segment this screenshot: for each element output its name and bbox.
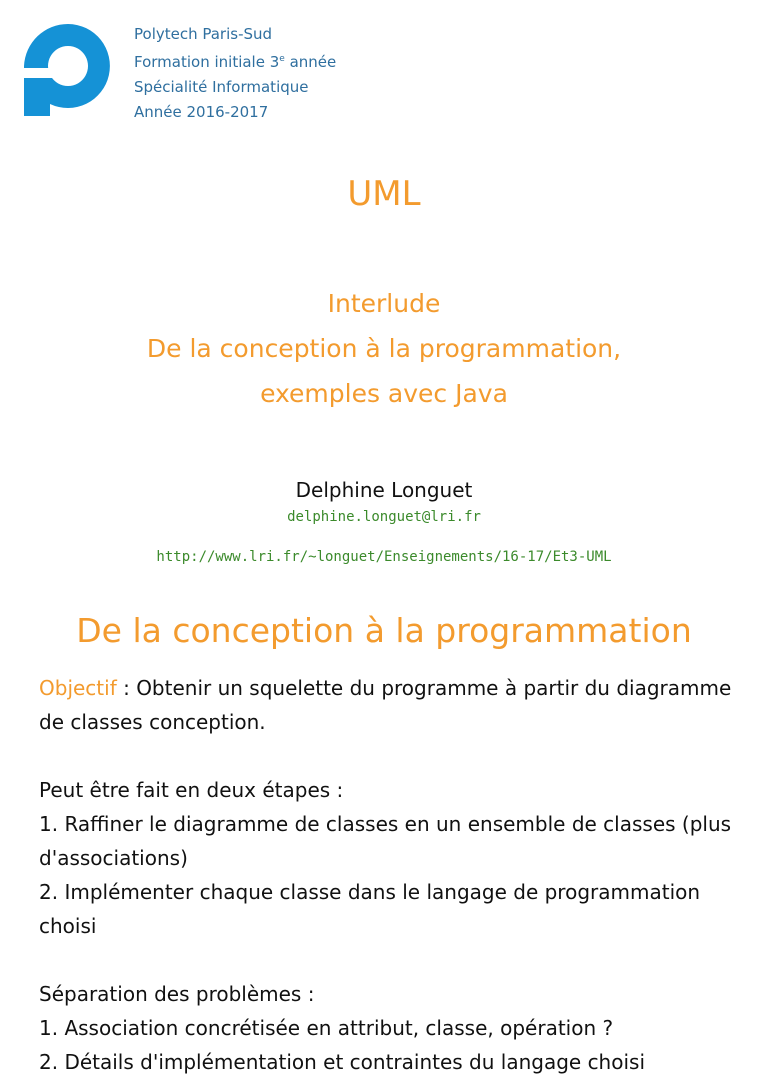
header-info	[134, 22, 336, 125]
page-title: UML	[347, 174, 421, 214]
year-line: Année 2016-2017	[134, 103, 269, 121]
section-body	[39, 671, 739, 1079]
subtitle-line-2: De la conception à la programmation,	[146, 334, 622, 363]
subtitle	[0, 281, 768, 416]
steps-intro: Peut être fait en deux étapes :	[39, 778, 344, 802]
section-title: De la conception à la programmation	[76, 611, 692, 650]
polytech-logo	[20, 18, 116, 118]
subtitle-line-1: Interlude	[327, 289, 441, 318]
step-2: 2. Implémenter chaque classe dans le langage de programmation choisi	[39, 880, 701, 938]
speciality-line: Spécialité Informatique	[134, 78, 309, 96]
formation-text-post: année	[284, 53, 337, 71]
separation-intro: Séparation des problèmes :	[39, 982, 315, 1006]
school-name: Polytech Paris-Sud	[134, 25, 273, 43]
author-name: Delphine Longuet	[295, 478, 473, 502]
separation-2: 2. Détails d'implémentation et contraintes du langage choisi	[39, 1050, 646, 1074]
formation-sup: e	[279, 54, 285, 64]
course-url-link[interactable]: http://www.lri.fr/~longuet/Enseignements/16-17/Et3-UML	[156, 549, 612, 565]
separation-1: 1. Association concrétisée en attribut, classe, opération ?	[39, 1016, 614, 1040]
formation-text: Formation initiale 3	[134, 53, 280, 71]
subtitle-line-3: exemples avec Java	[260, 379, 508, 408]
step-1: 1. Raffiner le diagramme de classes en un ensemble de classes (plus d'associations)	[39, 812, 732, 870]
objective-text: : Obtenir un squelette du programme à partir du diagramme de classes conception.	[39, 676, 732, 734]
objective-paragraph	[39, 671, 739, 739]
formation-line	[134, 47, 336, 75]
author-email-link[interactable]: delphine.longuet@lri.fr	[287, 509, 481, 525]
objective-label: Objectif	[39, 676, 117, 700]
